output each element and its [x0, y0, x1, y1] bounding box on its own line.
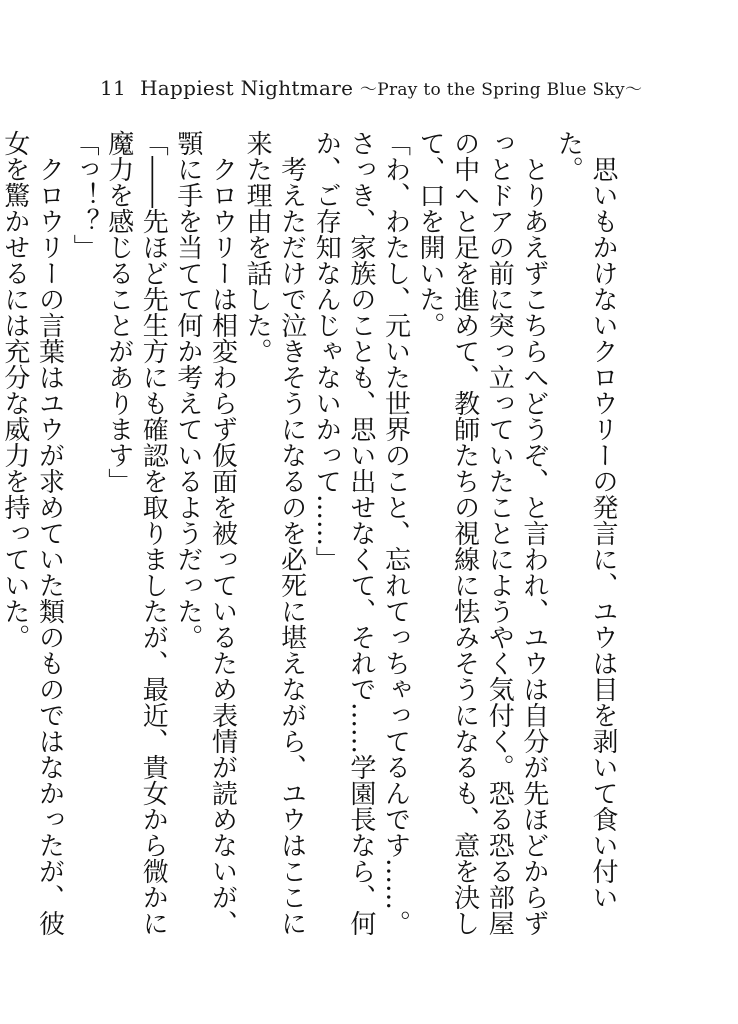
- dialogue-paragraph: 「――先ほど先生方にも確認を取りましたが、最近、貴女から微かに魔力を感じることがあります」: [103, 130, 169, 936]
- paragraph: とりあえずこちらへどうぞ、と言われ、ユウは自分が先ほどからずっとドアの前に突っ立っていたことにようやく気付く。恐る恐る部屋の中へと足を進めて、教師たちの視線に怯みそうになるも、意を決して、口を開いた。: [415, 130, 549, 936]
- dialogue-paragraph: 「っ！？」: [69, 130, 100, 260]
- paragraph: 考えただけで泣きそうになるのを必死に堪えながら、ユウはここに来た理由を話した。: [242, 130, 307, 936]
- book-subtitle: ～Pray to the Spring Blue Sky～: [359, 80, 643, 100]
- paragraph: 思いもかけないクロウリーの発言に、ユウは目を剥いて食い付いた。: [553, 130, 618, 910]
- paragraph: クロウリーの言葉はユウが求めていた類のものではなかったが、彼女を驚かせるには充分な威力を持っていた。: [0, 130, 65, 936]
- dialogue-paragraph: 「わ、わたし、元いた世界のこと、忘れてっちゃってるんです……。さっき、家族のことも、思い出せなくて、それで……学園長なら、何か、ご存知なんじゃないかって……」: [311, 130, 411, 936]
- vertical-text-body: [0, 130, 620, 960]
- paragraph: クロウリーは相変わらず仮面を被っているため表情が読めないが、顎に手を当てて何か考えているようだった。: [172, 130, 238, 936]
- book-title: Happiest Nightmare: [140, 76, 354, 100]
- running-header: [100, 75, 642, 100]
- page-number: 11: [100, 76, 127, 100]
